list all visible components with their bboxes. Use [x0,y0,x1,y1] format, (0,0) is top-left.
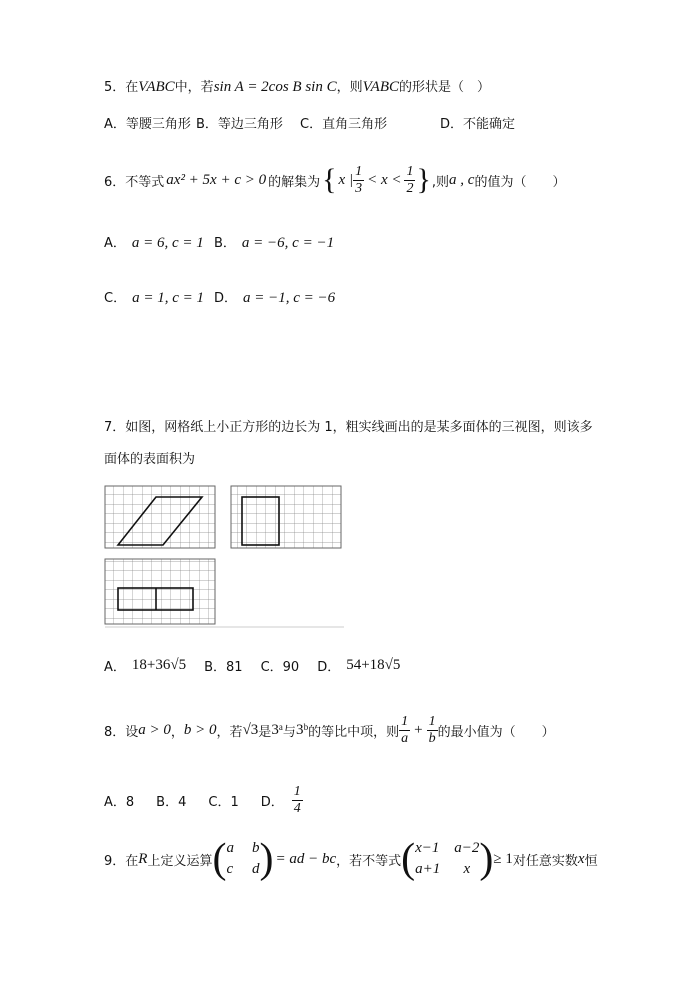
q6-expression: ax² + 5x + c > 0 [166,171,267,188]
q5-text: 的形状是（ ） [399,80,491,95]
right-paren: ) [479,836,494,882]
fraction-numerator: 1 [401,713,409,729]
q8-text: 与 [282,724,296,740]
option-value: a = 6, c = 1 [131,235,204,251]
matrix-cell: d [251,861,260,877]
q6-inequality: < x < [367,171,402,188]
q7-line-2: 面体的表面积为 [104,452,196,467]
q8-text: 是 [258,724,272,740]
q5-option-c: C．直角三角形 [300,117,388,132]
q7-option-a-label: A． [104,660,126,675]
q6-option-c [104,287,204,307]
matrix-cell: x [463,861,471,877]
q6-text: ,则 [431,174,450,190]
right-paren: ) [259,836,274,882]
q5-text: 中，若 [174,80,214,95]
left-brace: { [322,163,337,196]
q5-option-d: D．不能确定 [440,117,516,132]
plus-sign: + [414,721,423,738]
q5-triangle: VABC [138,79,175,95]
matrix-cell: c [226,861,234,877]
q7-options [104,656,400,675]
q8-sqrt: √3 [242,721,259,738]
option-value: a = 1, c = 1 [132,290,204,306]
question-5-stem [104,76,490,96]
q5-equation: sin A = 2cos B sin C [213,79,337,95]
option-label: C． [104,291,127,306]
q5-number: 5．在 [104,80,139,95]
q8-power: 3ᵃ [271,721,283,738]
q9-matrix-1 [226,840,259,878]
q8-options [104,780,303,820]
right-brace: } [416,163,431,196]
q5-option-b: B．等边三角形 [196,117,283,132]
q8-fraction-b [427,714,438,747]
q6-fraction-1 [353,164,364,197]
q7-line-1: 7．如图，网格纸上小正方形的边长为 1，粗实线画出的是某多面体的三视图，则该多 [104,420,593,435]
question-8-stem [104,710,555,750]
option-label: A． [104,236,126,251]
q5-option-a: A．等腰三角形 [104,117,191,132]
q8-option-c: C．1 [208,794,239,810]
question-9-stem [104,836,598,882]
fraction-denominator: b [428,730,436,746]
q7-option-a: 18+36√5 [131,657,187,673]
q8-text: ，若 [216,724,243,740]
q6-option-b [214,232,334,252]
q9-text: 恒 [584,853,598,869]
q9-set-r: R [138,850,148,867]
q7-option-b: B．81 [204,660,243,675]
option-label: B． [214,236,236,251]
matrix-cell: a−2 [454,840,480,856]
fraction-numerator: 1 [355,163,363,179]
q8-option-b: B．4 [156,794,187,810]
q5-triangle: VABC [362,79,400,95]
q8-condition: b > 0 [183,721,217,738]
q8-power: 3ᵇ [295,721,309,738]
side-view [231,486,341,548]
question-6-stem [104,160,565,200]
three-view-figure [104,485,344,630]
q9-inequality: ≥ 1 [493,850,513,867]
fraction-denominator: a [401,730,409,746]
option-value: a = −6, c = −1 [241,235,335,251]
q8-text: 的最小值为（ ） [437,724,555,740]
matrix-cell: a [226,840,234,856]
top-view [105,559,215,624]
matrix-cell: b [251,840,260,856]
matrix-cell: a+1 [415,861,441,877]
option-label: D． [214,291,238,306]
fraction-numerator: 1 [293,783,301,799]
fraction-denominator: 2 [406,180,414,196]
q9-matrix-2 [415,840,479,878]
option-value: a = −1, c = −6 [243,290,336,306]
q7-option-d: 54+18√5 [346,657,401,673]
left-paren: ( [401,836,416,882]
q8-text: ， [170,724,184,740]
q8-number: 8．设 [104,724,139,740]
q8-option-d-fraction [292,784,303,817]
matrix-cell: x−1 [415,840,440,856]
q8-option-a: A．8 [104,794,135,810]
q8-option-d-label: D． [260,794,284,810]
q5-text: ，则 [336,80,363,95]
q9-var: x [577,850,585,867]
q9-text: ，若不等式 [336,853,402,869]
q8-fraction-a [399,714,410,747]
q9-number: 9．在 [104,853,139,869]
q6-text: 的解集为 [268,174,321,190]
fraction-numerator: 1 [428,713,436,729]
q6-vars: a , c [449,171,475,188]
q9-definition: = ad − bc [275,850,337,867]
left-paren: ( [212,836,227,882]
q6-text: 的值为（ ） [474,174,566,190]
q9-text: 对任意实数 [512,853,578,869]
fraction-denominator: 4 [293,800,301,816]
q8-condition: a > 0 [138,721,171,738]
q6-number: 6．不等式 [104,174,165,190]
q6-set-var: x | [338,171,354,188]
fraction-numerator: 1 [406,163,414,179]
q7-option-c: C．90 [260,660,300,675]
front-view [105,486,215,548]
q7-option-d-label: D． [317,660,341,675]
q6-option-d [214,287,335,307]
q6-option-a [104,232,204,252]
q9-text: 上定义运算 [147,853,213,869]
q6-fraction-2 [404,164,415,197]
q8-text: 的等比中项，则 [308,724,400,740]
fraction-denominator: 3 [355,180,363,196]
